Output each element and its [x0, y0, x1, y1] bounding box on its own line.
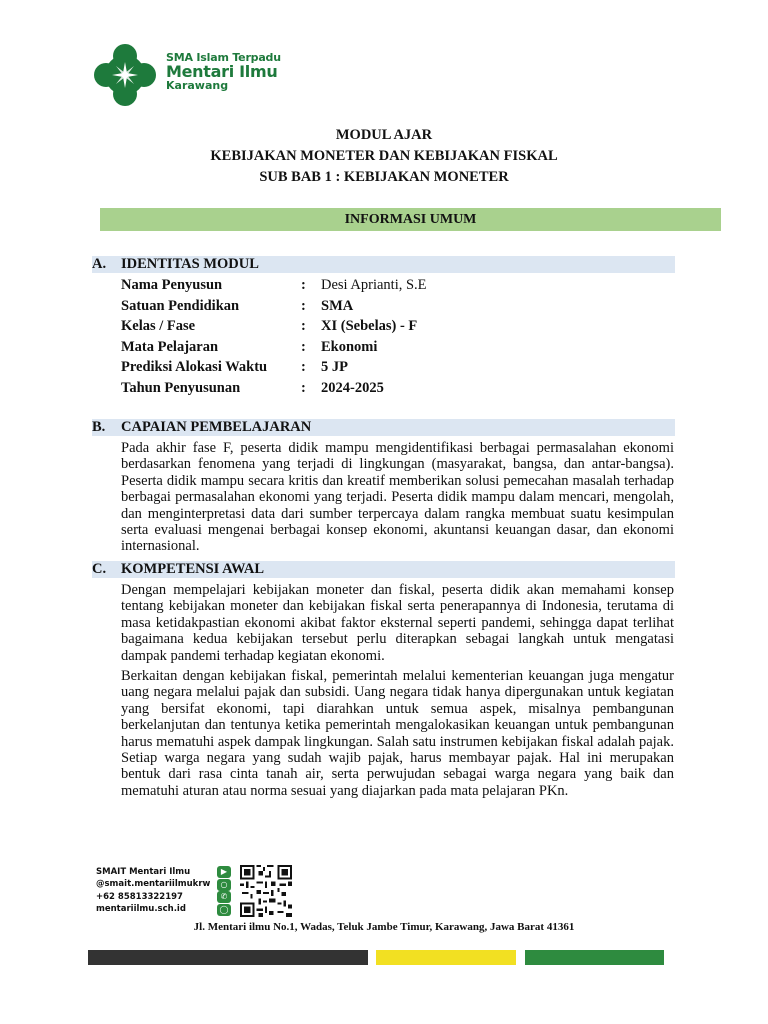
logo-text: [166, 52, 281, 92]
logo-line-3: Karawang: [166, 79, 229, 93]
section-c-paragraph-2: Berkaitan dengan kebijakan fiskal, pemerintah melalui kementerian keuangan juga mengatur uang negara melalui pajak dan subsidi. Uang negara tidak hanya dipergunakan untuk kegiatan yang bersifat ekonomi, tapi diarahkan untuk semua aspek, misalnya pembangunan berkelanjutan dan tentunya ketika pemerintah mengalokasikan keuangan untuk pembangunan harus mematuhi aspek dampak lingkungan. Salah satu instrumen kebijakan fiskal adalah pajak. Setiap warga negara yang sudah wajib pajak, harus membayar pajak. Hal ini merupakan bentuk dari rasa cinta tanah air, serta perwujudan sebagai warga negara yang baik dan mematuhi aturan atau norma sesuai yang diajarkan pada mata pelajaran PKn.: [121, 668, 674, 799]
identity-key: Tahun Penyusunan: [121, 379, 241, 396]
document-titles: [0, 125, 768, 188]
whatsapp-icon: ✆: [217, 891, 231, 903]
identity-value: SMA: [321, 297, 354, 314]
title-line-1: MODUL AJAR: [335, 127, 433, 143]
identity-key: Kelas / Fase: [121, 318, 196, 334]
identity-value: Desi Aprianti, S.E: [321, 277, 427, 293]
identity-colon: :: [301, 338, 306, 355]
identity-key: Nama Penyusun: [121, 277, 223, 293]
title-line-3: SUB BAB 1 : KEBIJAKAN MONETER: [259, 169, 509, 185]
instagram-icon: ○: [217, 879, 231, 891]
identity-key: Prediksi Alokasi Waktu: [121, 359, 268, 375]
section-a-title: IDENTITAS MODUL: [121, 256, 259, 272]
identity-key: Satuan Pendidikan: [121, 297, 240, 314]
section-c-letter: C.: [92, 561, 107, 577]
footer-bar-yellow: [376, 950, 516, 965]
contact-web: mentariilmu.sch.id: [96, 904, 186, 915]
school-logo: [92, 42, 282, 108]
section-b-text: Pada akhir fase F, peserta didik mampu mengidentifikasi berbagai permasalahan ekonomi berdasarkan fenomena yang terjadi di lingkungan (masyarakat, bangsa, dan antar-bangsa). Peserta didik mampu secara kritis dan kreatif memberikan solusi pemecahan masalah terhadap berbagai permasalahan ekonomi yang terjadi. Peserta didik mampu dalam mencari, mengolah, dan menginterpretasi data dari sumber terpercaya dalam rangka membuat suatu kesimpulan serta evaluasi mengenai berbagai konsep ekonomi, akuntansi keuangan dasar, dan ekonomi internasional.: [121, 440, 674, 555]
footer-address: Jl. Mentari ilmu No.1, Wadas, Teluk Jambe Timur, Karawang, Jawa Barat 41361: [193, 921, 575, 933]
identity-colon: :: [301, 379, 306, 396]
identity-value: XI (Sebelas) - F: [321, 318, 418, 334]
info-banner: INFORMASI UMUM: [100, 208, 721, 231]
identity-value: Ekonomi: [321, 338, 378, 355]
qr-code-icon: [240, 865, 292, 917]
identity-key: Mata Pelajaran: [121, 338, 219, 355]
footer-contact: [96, 866, 210, 916]
identity-colon: :: [301, 318, 306, 334]
logo-mark-icon: [92, 42, 158, 108]
globe-icon: ◯: [217, 904, 231, 916]
section-c-heading: [92, 561, 675, 578]
section-b-heading: [92, 419, 675, 436]
identity-colon: :: [301, 297, 306, 314]
section-b-title: CAPAIAN PEMBELAJARAN: [121, 419, 312, 435]
youtube-icon: ▶: [217, 866, 231, 878]
title-line-2: KEBIJAKAN MONETER DAN KEBIJAKAN FISKAL: [210, 148, 558, 164]
identity-value: 5 JP: [321, 359, 348, 375]
section-a-letter: A.: [92, 256, 107, 272]
footer-bar-dark: [88, 950, 368, 965]
footer-icons: [217, 866, 233, 916]
contact-phone: +62 85813322197: [96, 891, 183, 902]
identity-colon: :: [301, 359, 306, 375]
section-b-letter: B.: [92, 419, 106, 435]
logo-line-2: Mentari Ilmu: [166, 61, 278, 81]
logo-line-1: SMA Islam Terpadu: [166, 51, 281, 64]
identity-value: 2024-2025: [321, 379, 384, 396]
section-c-paragraph-1: Dengan mempelajari kebijakan moneter dan fiskal, peserta didik akan memahami konsep tentang kebijakan moneter dan kebijakan fiskal serta penerapannya di Indonesia, terutama di masa ketidakpastian ekonomi akibat faktor eksternal seperti pandemi, sehingga dapat terlihat bagaimana kedua kebijakan tersebut perlu diterapkan sebagai langkah untuk mengatasi dampak pandemi terhadap kegiatan ekonomi.: [121, 582, 674, 664]
section-c-title: KOMPETENSI AWAL: [121, 561, 265, 577]
section-a-heading: [92, 256, 675, 273]
contact-social: @smait.mentariilmukrw: [96, 879, 211, 890]
footer-bar-green: [525, 950, 664, 965]
contact-name: SMAIT Mentari Ilmu: [96, 867, 191, 877]
identity-colon: :: [301, 277, 306, 293]
